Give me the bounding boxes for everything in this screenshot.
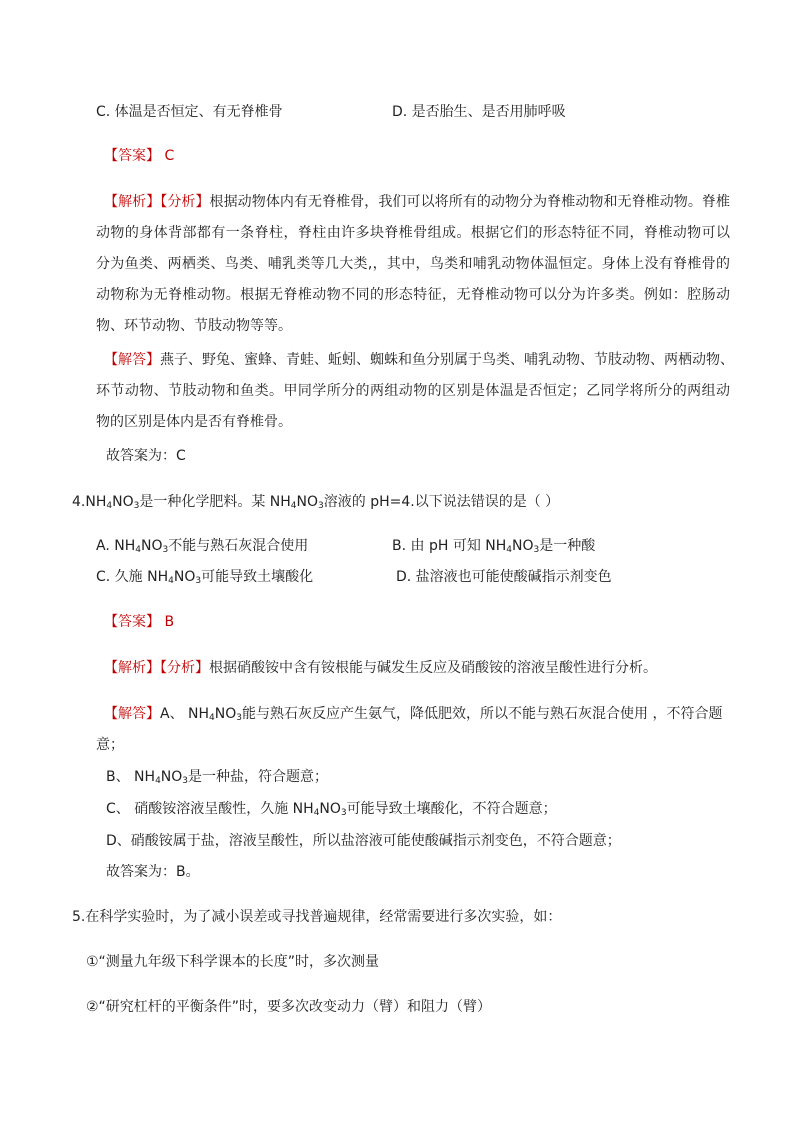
q3-analysis-line-3: 分为鱼类、两栖类、鸟类、哺乳类等几大类,，其中，鸟类和哺乳动物体温恒定。身体上没有脊椎骨的 <box>96 256 730 272</box>
q4-answer <box>104 612 174 632</box>
q4-solution-a-cont: 意； <box>96 737 124 753</box>
q3-solution-line-2: 环节动物、节肢动物和鱼类。甲同学所分的两组动物的区别是体温是否恒定；乙同学将所分的两组动 <box>96 383 730 399</box>
solution-tag: 【解答】 <box>104 352 160 368</box>
answer-value: B <box>160 614 175 630</box>
q4-analysis: 【解析】【分析】根据硝酸铵中含有铵根能与碱发生反应及硝酸铵的溶液呈酸性进行分析。 <box>104 660 657 676</box>
q3-conclusion: 故答案为：C <box>106 448 186 464</box>
q3-analysis-line-5: 物、环节动物、节肢动物等等。 <box>96 318 292 334</box>
q4-solution-d: D、硝酸铵属于盐，溶液呈酸性，所以盐溶液可能使酸碱指示剂变色，不符合题意； <box>106 833 621 849</box>
q4-conclusion: 故答案为：B。 <box>106 864 200 880</box>
q5-item-1: ①“测量九年级下科学课本的长度”时，多次测量 <box>86 954 380 970</box>
answer-value: C <box>160 148 175 164</box>
q5-stem: 5.在科学实验时，为了减小误差或寻找普遍规律，经常需要进行多次实验，如： <box>72 909 562 925</box>
q3-analysis-line-4: 动物称为无脊椎动物。根据无脊椎动物不同的形态特征，无脊椎动物可以分为许多类。例如：腔肠动 <box>96 287 730 303</box>
solution-tag: 【解答】 <box>104 706 160 722</box>
q4-solution-c: C、 硝酸铵溶液呈酸性，久施 $NH_4NO_3$可能导致土壤酸化，不符合题意； <box>106 801 557 818</box>
q3-analysis-line-2: 动物的身体背部都有一条脊柱，脊柱由许多块脊椎骨组成。根据它们的形态特征不同，脊椎动物可以 <box>96 225 730 241</box>
answer-tag: 【答案】 <box>104 614 160 630</box>
q3-analysis-line-1: 【解析】【分析】根据动物体内有无脊椎骨，我们可以将所有的动物分为脊椎动物和无脊椎动物。脊椎 <box>104 194 730 210</box>
analysis-tag: 【解析】【分析】 <box>104 660 209 676</box>
q4-solution-b: B、 $NH_4NO_3$是一种盐，符合题意； <box>106 769 329 786</box>
q4-option-d: D. 盐溶液也可能使酸碱指示剂变色 <box>396 569 612 585</box>
q3-answer <box>104 146 174 166</box>
q3-option-d: D. 是否胎生、是否用肺呼吸 <box>392 104 566 120</box>
q4-option-a: A. $NH_4NO_3$不能与熟石灰混合使用 <box>96 538 309 555</box>
q4-option-b: B. 由 pH 可知 $NH_4NO_3$是一种酸 <box>392 538 596 555</box>
q4-solution-a: 【解答】A、 $NH_4NO_3$能与熟石灰反应产生氨气，降低肥效，所以不能与熟石灰混合使用 ，不符合题 <box>104 706 723 723</box>
q4-option-c: C. 久施 $NH_4NO_3$可能导致土壤酸化 <box>96 569 314 586</box>
analysis-tag: 【解析】【分析】 <box>104 194 210 210</box>
answer-tag: 【答案】 <box>104 148 160 164</box>
q4-stem: $4.NH_4NO_3$是一种化学肥料。某 $NH_4NO_3$溶液的 pH=4.以下说法错误的是（ ） <box>72 494 560 511</box>
q3-solution-line-1: 【解答】燕子、野兔、蜜蜂、青蛙、蚯蚓、蜘蛛和鱼分别属于鸟类、哺乳动物、节肢动物、两栖动物、 <box>104 352 734 368</box>
q3-solution-line-3: 物的区别是体内是否有脊椎骨。 <box>96 414 292 430</box>
q5-item-2: ②“研究杠杆的平衡条件”时，要多次改变动力（臂）和阻力（臂） <box>86 999 492 1015</box>
q3-option-c: C. 体温是否恒定、有无脊椎骨 <box>96 104 283 120</box>
